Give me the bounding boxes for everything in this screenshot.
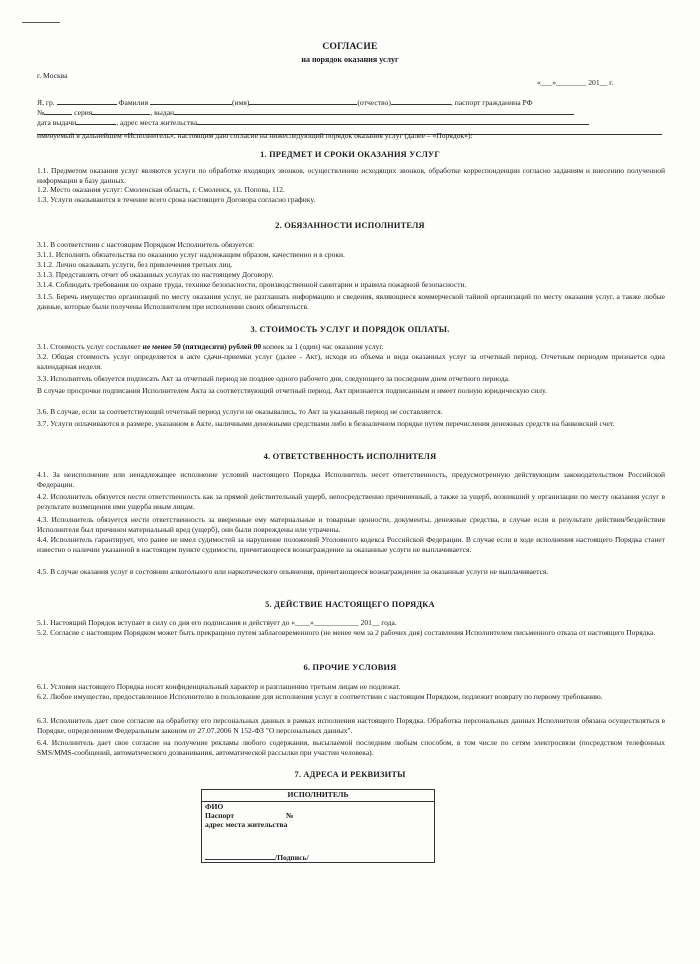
- clause-1-3: 1.3. Услуги оказываются в течение всего срока настоящего Договора согласно графику.: [37, 195, 316, 204]
- section-1-heading: 1. ПРЕДМЕТ И СРОКИ ОКАЗАНИЯ УСЛУГ: [260, 150, 440, 159]
- date-field: «___»________ 201__ г.: [537, 78, 614, 87]
- signature-line[interactable]: [205, 851, 275, 860]
- clause-3-1-1: 3.1.1. Исполнять обязательства по оказанию услуг надлежащим образом, качественно и в сроки.: [37, 250, 345, 259]
- requisites-table: [201, 789, 435, 863]
- clause-3-6: 3.6. В случае, если за соответствующий отчетный период услуги не оказывались, то Акт за указанный период не составляется.: [37, 407, 443, 416]
- intro-row-3: дата выдачи , адрес места жительства: [37, 116, 589, 128]
- table-header: ИСПОЛНИТЕЛЬ: [202, 790, 435, 802]
- address-label: адрес места жительства: [205, 820, 288, 829]
- signature-row[interactable]: /Подпись/: [205, 851, 431, 862]
- clause-1-2: 1.2. Место оказания услуг: Смоленская область, г. Смоленск, ул. Попова, 112.: [37, 185, 285, 194]
- clause-4-1: 4.1. За неисполнение или ненадлежащее исполнение условий настоящего Порядка Исполнитель несет ответственность, предусмотренную действующим законодательством Российской Федерации.: [37, 470, 665, 489]
- fio-label: ФИО: [205, 802, 224, 811]
- fio-field[interactable]: [202, 802, 435, 863]
- clause-6-3: 6.3. Исполнитель дает свое согласие на обработку его персональных данных в рамках исполнения настоящего Порядка. Обработка персональных данных Исполнителя обязана осуществляться в Порядке, определенном Федеральным законом от 27.07.2006 N 152-ФЗ "О персональных данных".: [37, 716, 665, 735]
- document-subtitle: на порядок оказания услуг: [301, 55, 399, 64]
- clause-3-1-5: 3.1.5. Беречь имущество организаций по месту оказания услуг, не разглашать информацию и сведения, являющиеся коммерческой тайной организаций по месту оказания услуг, а также любые данные, которые были получены Исполнителем при исполнении своих обязательств.: [37, 292, 665, 311]
- section-5-heading: 5. ДЕЙСТВИЕ НАСТОЯЩЕГО ПОРЯДКА: [265, 600, 435, 609]
- section-7-heading: 7. АДРЕСА И РЕКВИЗИТЫ: [294, 770, 406, 779]
- top-edge-mark: [22, 22, 60, 23]
- clause-3-7: 3.7. Услуги оплачиваются в размере, указанном в Акте, наличными денежными средствами либо в безналичном порядке путем перечисления денежных средств на банковский счет.: [37, 419, 615, 428]
- clause-3-1: 3.1. В соответствии с настоящим Порядком Исполнитель обязуется:: [37, 240, 255, 249]
- clause-4-4: 4.4. Исполнитель гарантирует, что ранее не имел судимостей за нарушение положений Уголовного кодекса Российской Федерации. В случае если в ходе исполнения настоящего Порядка станет известно о наличии указанной в настоящем пункте судимости, причитающееся вознаграждение за оказанные услуги не выплачивается.: [37, 535, 665, 554]
- clause-3-1-2: 3.1.2. Лично оказывать услуги, без привлечения третьих лиц.: [37, 260, 233, 269]
- section-3-heading: 3. СТОИМОСТЬ УСЛУГ И ПОРЯДОК ОПЛАТЫ.: [250, 325, 450, 334]
- clause-6-4: 6.4. Исполнитель дает свое согласие на получение рекламы любого содержания, высылаемой последним любым способом, в том числе по сетям электросвязи (посредством телефонных SMS/MMS-сообщений, автоматического дозванивания, автоматической рассылки при участии человека).: [37, 738, 665, 757]
- passport-row: Паспорт №: [205, 811, 294, 820]
- clause-6-1: 6.1. Условия настоящего Порядка носят конфиденциальный характер и разглашению третьим лицам не подлежат.: [37, 682, 401, 691]
- intro-row-1: Я, гр. Фамилия (имя) (отчество) , паспорт гражданина РФ: [37, 98, 533, 107]
- clause-6-2: 6.2. Любое имущество, предоставленное Исполнителю в пользование для исполнения услуг в соответствии с настоящим Порядком, подлежит возврату по первому требованию.: [37, 692, 603, 701]
- section-6-heading: 6. ПРОЧИЕ УСЛОВИЯ: [303, 663, 397, 672]
- clause-5-1: 5.1. Настоящий Порядок вступает в силу со дня его подписания и действует до «____»____________ 201__ года.: [37, 618, 397, 627]
- document-title: СОГЛАСИЕ: [322, 42, 378, 52]
- city: г. Москва: [37, 71, 68, 80]
- clause-1-1: 1.1. Предметом оказания услуг являются услуги по обработке входящих звонков, осуществлению исходящих звонков, обработке корреспонденции согласно заданиям и внесению полученной информации в базу данных.: [37, 166, 665, 185]
- clause-4-3: 4.3. Исполнитель обязуется нести ответственность за вверенные ему материальные и товарные ценности, документы, денежные средства, в случае если в результате действия/бездействия Исполнителя был причинен материальный вред (ущерб), они были повреждены или утрачены.: [37, 515, 665, 534]
- clause-3-3: 3.3. Исполнитель обязуется подписать Акт за отчетный период не позднее одного рабочего дня, следующего за последним днем отчетного периода.: [37, 374, 510, 383]
- clause-3-2: 3.2. Общая стоимость услуг определяется в акте сдачи-приемки услуг (далее - Акт), исходя из объема и вида оказанных услуг за отчетный период. Отчетным периодом признается одна календарная неделя.: [37, 352, 665, 371]
- clause-4-2: 4.2. Исполнитель обязуется нести ответственность как за прямой действительный ущерб, непосредственно причиненный, а также за ущерб, возникший у организации по месту оказания услуг в результате возмещения ими ущерба иным лицам.: [37, 492, 665, 511]
- section-2-heading: 2. ОБЯЗАННОСТИ ИСПОЛНИТЕЛЯ: [275, 221, 425, 230]
- clause-3-1-3: 3.1.3. Представлять отчет об оказанных услугах по настоящему Договору.: [37, 270, 274, 279]
- clause-3-3-note: В случае просрочки подписания Исполнителем Акта за соответствующий отчетный период, Акт признается подписанным и имеет полную юридическую силу.: [37, 386, 547, 395]
- clause-3-1-price: 3.1. Стоимость услуг составляет не менее 50 (пятидесяти) рублей 00 копеек за 1 (один) час оказания услуг.: [37, 342, 384, 351]
- clause-3-1-4: 3.1.4. Соблюдать требования по охране труда, технике безопасности, производственной санитарии и правила пожарной безопасности.: [37, 280, 467, 289]
- section-4-heading: 4. ОТВЕТСТВЕННОСТЬ ИСПОЛНИТЕЛЯ: [263, 452, 437, 461]
- intro-row-2: № серия , выдан: [37, 106, 574, 118]
- clause-5-2: 5.2. Согласие с настоящим Порядком может быть прекращено путем заблаговременного (не менее чем за 2 рабочих дня) составления Исполнителем письменного отказа от настоящего Порядка.: [37, 628, 656, 637]
- clause-4-5: 4.5. В случае оказания услуг в состоянии алкогольного или наркотического опьянения, причитающееся вознаграждение за оказанные услуги не выплачивается.: [37, 567, 549, 576]
- intro-row-5: именуемый в дальнейшем «Исполнитель», настоящим даю согласие на нижеследующий порядок оказания услуг (далее – «Порядок»):: [37, 131, 473, 140]
